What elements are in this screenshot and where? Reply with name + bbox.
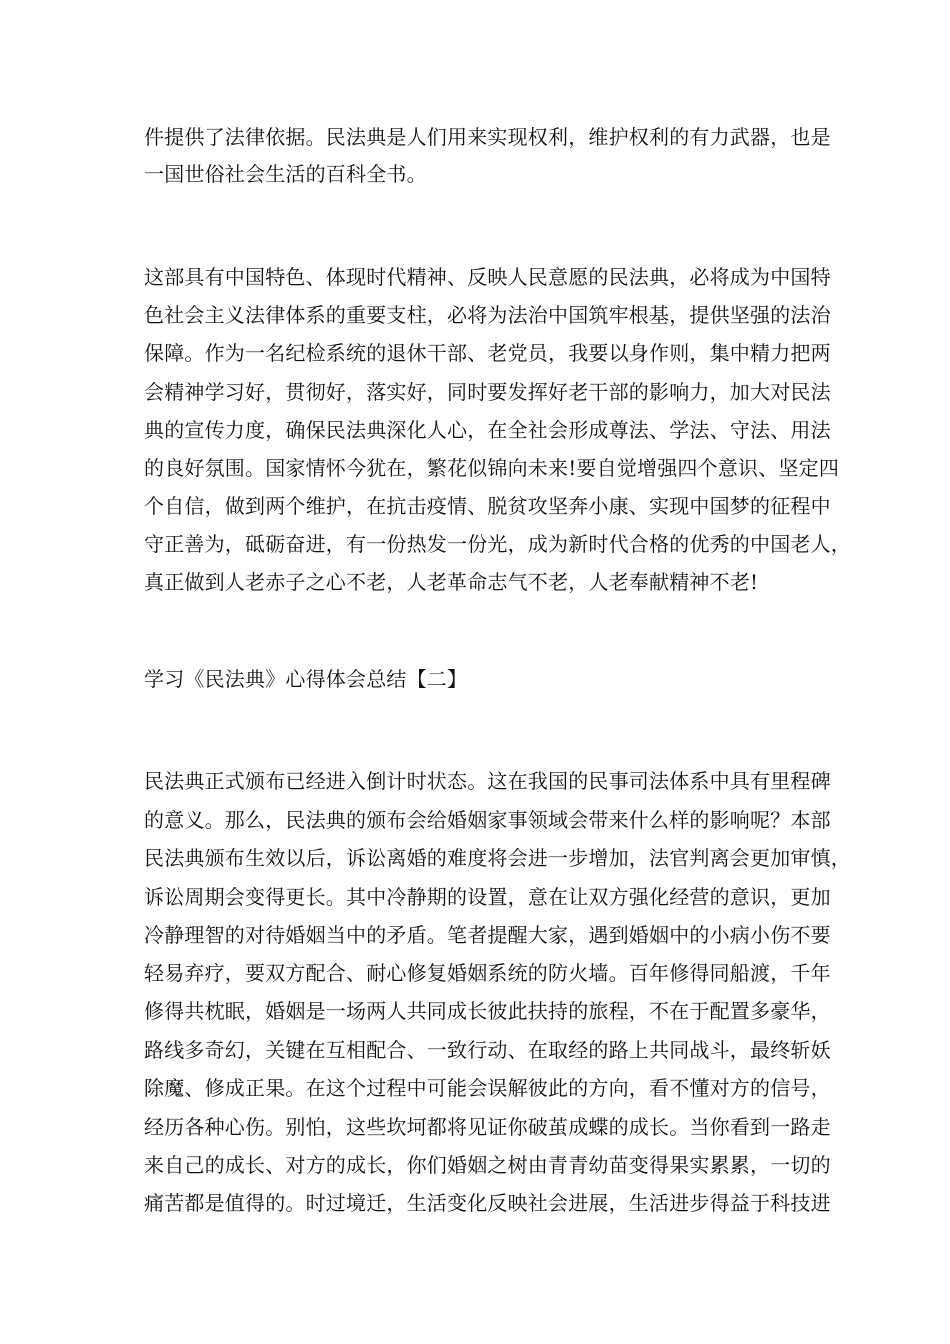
paragraph-3-line-2: 的意义。那么，民法典的颁布会给婚姻家事领域会带来什么样的影响呢？本部 bbox=[144, 808, 831, 832]
paragraph-2-line-5: 典的宣传力度，确保民法典深化人心，在全社会形成尊法、学法、守法、用法 bbox=[144, 418, 831, 442]
paragraph-2-line-6: 的良好氛围。国家情怀今犹在，繁花似锦向未来!要自觉增强四个意识、坚定四 bbox=[144, 456, 840, 480]
paragraph-3-line-3: 民法典颁布生效以后，诉讼离婚的难度将会进一步增加，法官判离会更加审慎， bbox=[144, 846, 851, 870]
paragraph-2-line-9: 真正做到人老赤子之心不老，人老革命志气不老，人老奉献精神不老! bbox=[144, 570, 759, 594]
section-heading: 学习《民法典》心得体会总结【二】 bbox=[144, 667, 468, 691]
paragraph-2-line-7: 个自信，做到两个维护，在抗击疫情、脱贫攻坚奔小康、实现中国梦的征程中 bbox=[144, 494, 831, 518]
paragraph-2-line-4: 会精神学习好，贯彻好，落实好，同时要发挥好老干部的影响力，加大对民法 bbox=[144, 380, 831, 404]
paragraph-3-line-8: 路线多奇幻，关键在互相配合、一致行动、在取经的路上共同战斗，最终斩妖 bbox=[144, 1038, 831, 1062]
paragraph-2-line-1: 这部具有中国特色、体现时代精神、反映人民意愿的民法典，必将成为中国特 bbox=[144, 265, 831, 289]
paragraph-3-line-12: 痛苦都是值得的。时过境迁，生活变化反映社会进展，生活进步得益于科技进 bbox=[144, 1191, 831, 1215]
paragraph-3-line-9: 除魔、修成正果。在这个过程中可能会误解彼此的方向，看不懂对方的信号， bbox=[144, 1076, 831, 1100]
paragraph-1-line-1: 件提供了法律依据。民法典是人们用来实现权利，维护权利的有力武器，也是 bbox=[144, 125, 831, 149]
paragraph-3-line-4: 诉讼周期会变得更长。其中冷静期的设置，意在让双方强化经营的意识，更加 bbox=[144, 885, 831, 909]
paragraph-3-line-11: 来自己的成长、对方的成长，你们婚姻之树由青青幼苗变得果实累累，一切的 bbox=[144, 1153, 831, 1177]
paragraph-3-line-1: 民法典正式颁布已经进入倒计时状态。这在我国的民事司法体系中具有里程碑 bbox=[144, 769, 831, 793]
paragraph-2-line-3: 保障。作为一名纪检系统的退休干部、老党员，我要以身作则，集中精力把两 bbox=[144, 341, 831, 365]
paragraph-1-line-2: 一国世俗社会生活的百科全书。 bbox=[144, 162, 427, 186]
paragraph-3-line-10: 经历各种心伤。别怕，这些坎坷都将见证你破茧成蝶的成长。当你看到一路走 bbox=[144, 1115, 831, 1139]
paragraph-3-line-6: 轻易弃疗，要双方配合、耐心修复婚姻系统的防火墙。百年修得同船渡，千年 bbox=[144, 961, 831, 985]
paragraph-2-line-8: 守正善为，砥砺奋进，有一份热发一份光，成为新时代合格的优秀的中国老人， bbox=[144, 532, 851, 556]
paragraph-3-line-7: 修得共枕眠，婚姻是一场两人共同成长彼此扶持的旅程，不在于配置多豪华， bbox=[144, 999, 831, 1023]
paragraph-2-line-2: 色社会主义法律体系的重要支柱，必将为法治中国筑牢根基，提供坚强的法治 bbox=[144, 303, 831, 327]
paragraph-3-line-5: 冷静理智的对待婚姻当中的矛盾。笔者提醒大家，遇到婚姻中的小病小伤不要 bbox=[144, 923, 831, 947]
